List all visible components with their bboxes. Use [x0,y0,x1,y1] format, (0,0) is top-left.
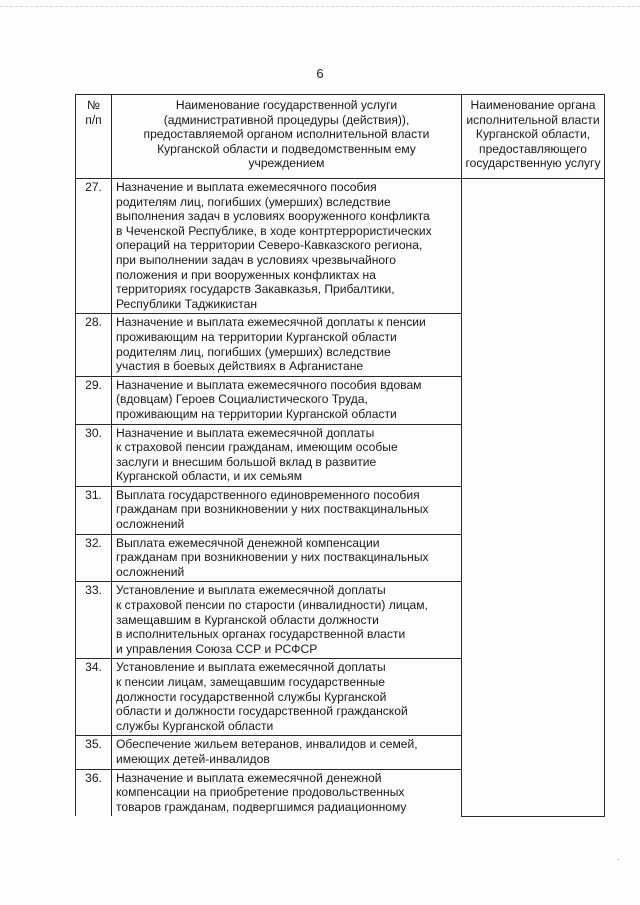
row-number: 30. [76,424,112,486]
service-name-line: должности государственной службы Курганской [116,689,387,704]
service-name-line: гражданам при возникновении у них поствакцинальных [116,502,429,517]
service-name-line: и управления Союза ССР и РСФСР [116,641,318,656]
service-name-cell [112,534,462,582]
scan-top-edge [0,6,640,8]
service-name-line: проживающим на территории Курганской области [116,329,397,344]
header-line: № [87,98,100,112]
header-line: исполнительной власти [466,112,600,127]
service-name-line: к страховой пенсии гражданам, имеющим особые [116,440,398,455]
service-name-cell [112,486,462,534]
service-name-line: к страховой пенсии по старости (инвалидности) лицам, [116,598,428,613]
header-service-column [112,95,462,179]
row-number: 31. [76,486,112,534]
service-name-line: территориях государств Закавказья, Прибалтики, [116,282,395,297]
service-name-line: родителям лиц, погибших (умерших) вследствие [116,194,391,209]
service-name-line: положения и при вооруженных конфликтах на [116,267,376,282]
service-name-line: Назначение и выплата ежемесячного пособия [116,180,377,194]
service-name-line: проживающим на территории Курганской области [116,406,397,421]
service-name-cell [112,179,462,314]
service-name-cell [112,769,462,816]
service-name-line: Выплата ежемесячной денежной компенсации [116,535,380,550]
service-name-line: Установление и выплата ежемесячной доплаты [116,660,386,675]
service-name-cell [112,582,462,659]
service-name-line: Назначение и выплата ежемесячной доплаты [116,425,375,440]
table-header-row [76,95,605,179]
service-name-line: компенсации на приобретение продовольственных [116,785,405,800]
organ-cell [462,179,605,817]
table-body [76,179,605,817]
service-name-line: товаров гражданам, подвергшимся радиационному [116,799,407,814]
service-name-line: службы Курганской области [116,718,274,733]
service-name-line: осложнений [116,564,185,579]
service-name-line: области и должности государственной гражданской [116,704,408,719]
header-line: учреждением [248,156,325,171]
service-name-line: операций на территории Северо-Кавказского региона, [116,238,423,253]
service-name-line: Выплата государственного единовременного пособия [116,487,420,502]
service-name-line: осложнений [116,517,185,532]
header-number-column [76,95,112,179]
header-line: предоставляемой органом исполнительной власти [143,127,430,142]
row-number: 35. [76,736,112,769]
service-name-line: родителям лиц, погибших (умерших) вследствие [116,344,391,359]
service-name-line: Назначение и выплата ежемесячной доплаты к пенсии [116,315,426,330]
header-line: государственную услугу [465,156,601,171]
header-line: Наименование органа [470,98,596,112]
service-name-line: Назначение и выплата ежемесячной денежной [116,770,382,785]
services-table [75,94,605,817]
service-name-line: заслуги и внесшим большой вклад в развитие [116,454,377,469]
row-number: 34. [76,659,112,736]
header-line: Курганской области и подведомственным ему [157,141,416,156]
header-line: (административной процедуры (действия)), [163,112,410,127]
table-row [76,179,605,314]
service-name-line: выполнения задач в условиях вооруженного конфликта [116,209,430,224]
row-number: 27. [76,179,112,314]
service-name-line: в Чеченской Республике, в ходе контртеррористических [116,223,432,238]
service-name-line: Курганской области, и их семьям [116,469,303,484]
row-number: 28. [76,314,112,376]
header-line: Наименование государственной услуги [175,98,398,112]
service-name-line: (вдовцам) Героев Социалистического Труда, [116,392,368,407]
header-line: Курганской области, [475,127,591,142]
header-line: предоставляющего [479,141,587,156]
row-number: 36. [76,769,112,816]
scan-mark: · [616,854,620,865]
header-line: п/п [85,112,102,127]
row-number: 33. [76,582,112,659]
service-name-line: гражданам при возникновении у них поствакцинальных [116,550,429,565]
row-number: 29. [76,376,112,424]
row-number: 32. [76,534,112,582]
service-name-line: замещавшим в Курганской области должности [116,612,379,627]
service-name-line: при выполнении задач в условиях чрезвычайного [116,252,396,267]
service-name-line: в исполнительных органах государственной власти [116,627,406,642]
service-name-line: Республики Таджикистан [116,296,258,311]
service-name-line: имеющих детей-инвалидов [116,751,270,766]
service-name-cell [112,314,462,376]
service-name-line: Обеспечение жильем ветеранов, инвалидов и семей, [116,737,418,752]
page-number: 6 [316,66,324,81]
service-name-line: к пенсии лицам, замещавшим государственные [116,675,386,689]
service-name-cell [112,376,462,424]
service-name-cell [112,424,462,486]
service-name-line: участия в боевых действиях в Афганистане [116,359,364,374]
service-name-cell [112,659,462,736]
service-name-line: Установление и выплата ежемесячной доплаты [116,583,386,598]
header-organ-column [462,95,605,179]
service-name-line: Назначение и выплата ежемесячного пособия вдовам [116,377,422,392]
service-name-cell [112,736,462,769]
